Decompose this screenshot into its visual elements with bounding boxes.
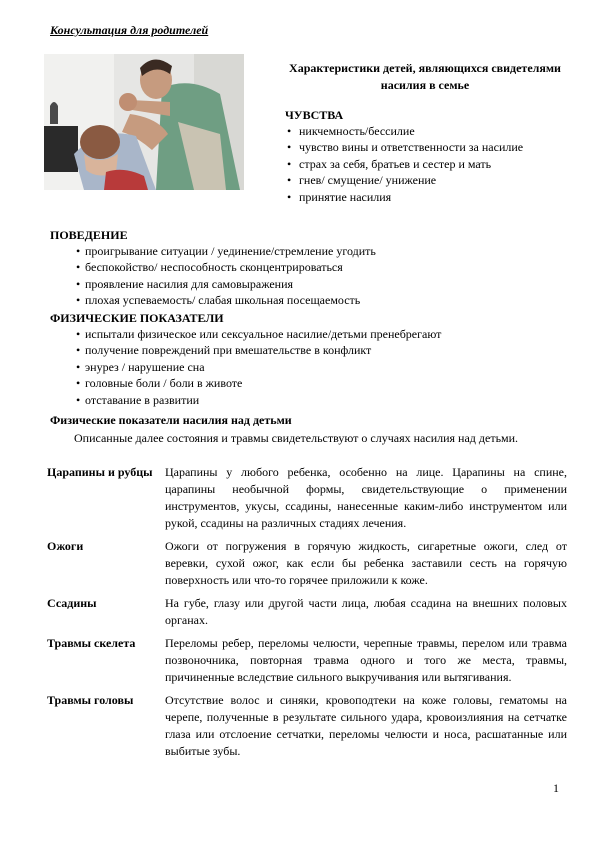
indicators-heading: Физические показатели насилия над детьми bbox=[50, 413, 292, 427]
photo-image bbox=[44, 54, 244, 190]
feelings-list bbox=[287, 123, 587, 205]
row-term: Ожоги bbox=[47, 539, 84, 553]
physical-list bbox=[76, 326, 576, 408]
list-item: • никчемность/бессилие bbox=[287, 123, 587, 139]
row-term: Травмы скелета bbox=[47, 636, 136, 650]
list-item: • получение повреждений при вмешательстве в конфликт bbox=[76, 342, 576, 358]
list-item: • принятие насилия bbox=[287, 189, 587, 205]
indicators-intro: Описанные далее состояния и травмы свидетельствуют о случаях насилия над детьми. bbox=[74, 431, 519, 445]
row-description: Переломы ребер, переломы челюсти, черепные травмы, перелом или травма позвоночника, повторная травма одного и того же места, травмы, причиненные вследствие сильного выкручивания или вытягивания. bbox=[165, 636, 567, 684]
list-item: • испытали физическое или сексуальное насилие/детьми пренебрегают bbox=[76, 326, 576, 342]
physical-heading: ФИЗИЧЕСКИЕ ПОКАЗАТЕЛИ bbox=[50, 311, 224, 325]
list-item: • проявление насилия для самовыражения bbox=[76, 276, 576, 292]
list-item: • отставание в развитии bbox=[76, 392, 576, 408]
behavior-heading: ПОВЕДЕНИЕ bbox=[50, 228, 128, 242]
table-row bbox=[47, 538, 567, 589]
list-item: • проигрывание ситуации / уединение/стремление угодить bbox=[76, 243, 576, 259]
list-item: • головные боли / боли в животе bbox=[76, 375, 576, 391]
table-row bbox=[47, 595, 567, 629]
row-description: Отсутствие волос и синяки, кровоподтеки на коже головы, гематомы на черепе, полученные в результате сильного удара, кровоизлияния на сетчатке глаза или отслоение сетчатки, переломы челюсти и носа, расшатанные или выбитые зубы. bbox=[165, 693, 567, 758]
table-row bbox=[47, 635, 567, 686]
row-term: Травмы головы bbox=[47, 693, 134, 707]
row-term: Царапины и рубцы bbox=[47, 465, 153, 479]
table-row bbox=[47, 464, 567, 532]
illustration-photo bbox=[44, 54, 244, 190]
row-description: Ожоги от погружения в горячую жидкость, сигаретные ожоги, след от веревки, сухой ожог, как если бы ребенка заставили сесть на горячую поверхность или что-то горячее приложили к коже. bbox=[165, 539, 567, 587]
section-title: Характеристики детей, являющихся свидетелями насилия в семье bbox=[289, 61, 561, 92]
page-number: 1 bbox=[553, 781, 559, 795]
row-term: Ссадины bbox=[47, 596, 97, 610]
list-item: • чувство вины и ответственности за насилие bbox=[287, 139, 587, 155]
behavior-list bbox=[76, 243, 576, 309]
list-item: • энурез / нарушение сна bbox=[76, 359, 576, 375]
list-item: • страх за себя, братьев и сестер и мать bbox=[287, 156, 587, 172]
list-item: • плохая успеваемость/ слабая школьная посещаемость bbox=[76, 292, 576, 308]
row-description: Царапины у любого ребенка, особенно на лице. Царапины на спине, царапины необычной формы, свидетельствующие о применении инструментов, укусы, ссадины, нанесенные каким-либо инструментом или рукой, ссадины на различных стадиях лечения. bbox=[165, 465, 567, 530]
list-item: • беспокойство/ неспособность сконцентрироваться bbox=[76, 259, 576, 275]
table-row bbox=[47, 692, 567, 760]
row-description: На губе, глазу или другой части лица, любая ссадина на внешних половых органах. bbox=[165, 596, 567, 627]
feelings-heading: ЧУВСТВА bbox=[285, 108, 344, 122]
list-item: • гнев/ смущение/ унижение bbox=[287, 172, 587, 188]
indicators-table bbox=[47, 464, 567, 766]
document-header: Консультация для родителей bbox=[50, 23, 209, 37]
